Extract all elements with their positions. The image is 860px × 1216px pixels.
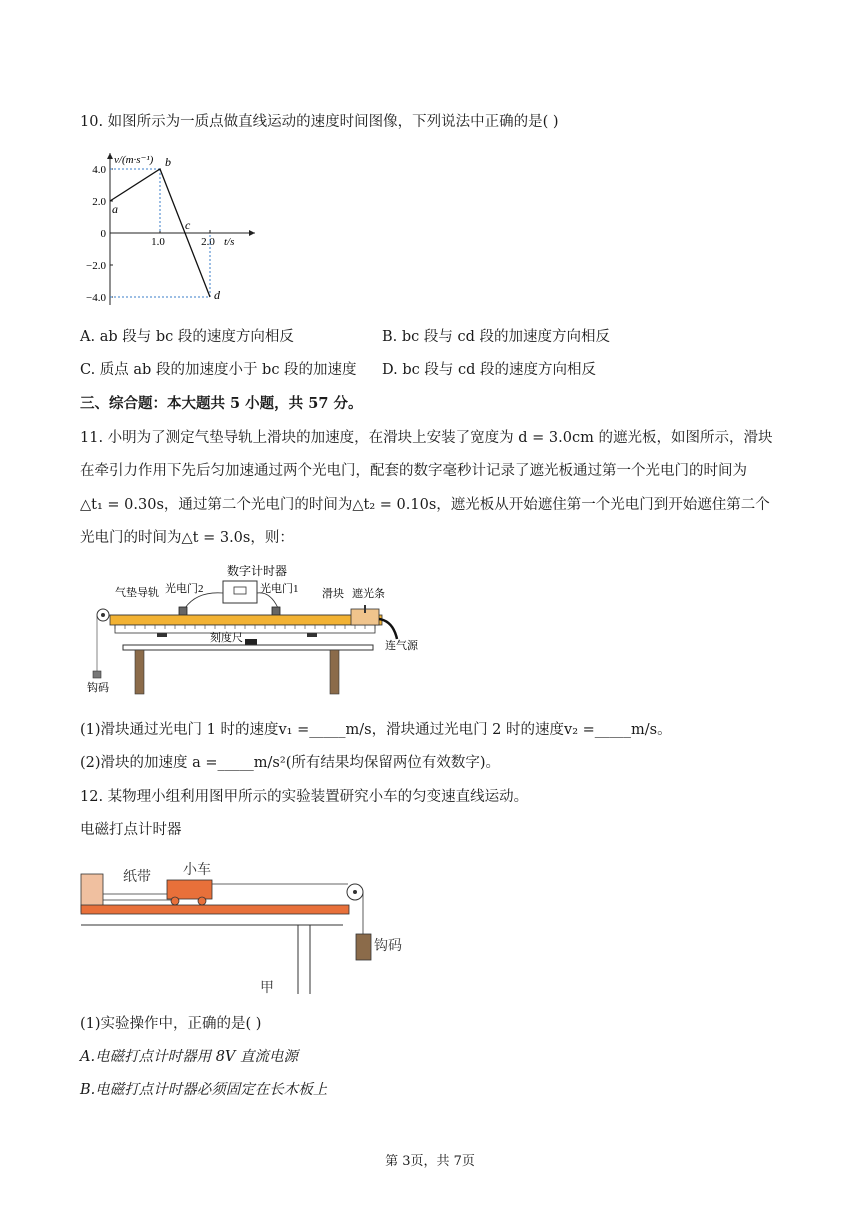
- cart-body: [167, 880, 212, 899]
- timer-display: [234, 587, 246, 594]
- ruler-label: 刻度尺: [210, 632, 243, 644]
- shading-strip: [364, 605, 366, 613]
- rail-center-support: [245, 639, 257, 645]
- timer-label: 数字计时器: [227, 564, 288, 578]
- fig-caption: 甲: [260, 981, 274, 996]
- slider-label: 滑块: [322, 588, 344, 600]
- cart-wheel-left: [171, 897, 179, 905]
- q12-sub1: (1)实验操作中，正确的是( ): [80, 1016, 262, 1032]
- x-tick-label: 1.0: [151, 236, 165, 248]
- air-label: 连气源: [385, 640, 418, 652]
- tape-label: 纸带: [123, 870, 151, 885]
- strip-label: 遮光条: [352, 588, 385, 600]
- air-track-figure: [85, 563, 430, 695]
- point-label-b: b: [165, 155, 171, 169]
- q11-line-1: 11. 小明为了测定气垫导轨上滑块的加速度，在滑块上安装了宽度为 d = 3.0cm 的遮光板，如图所示，滑块: [80, 430, 773, 446]
- q11-sub2: (2)滑块的加速度 a =_____m/s²(所有结果均保留两位有效数字)。: [80, 755, 501, 771]
- vt-graph: [80, 138, 260, 313]
- cart-weight-label: 钩码: [374, 939, 402, 954]
- q10-option-a: A. ab 段与 bc 段的速度方向相反: [80, 329, 294, 345]
- weight-label: 钩码: [87, 682, 109, 694]
- x-axis-label: t/s: [224, 236, 235, 248]
- q11-line-3: △t₁ = 0.30s，通过第二个光电门的时间为△t₂ = 0.10s，遮光板从开始遮住第一个光电门到开始遮住第二个: [80, 497, 770, 513]
- gate1-label: 光电门1: [260, 583, 299, 595]
- rail-foot-right: [307, 633, 317, 637]
- y-tick-label: 2.0: [92, 196, 106, 208]
- q12-caption: 电磁打点计时器: [80, 822, 182, 838]
- y-axis-label: v/(m·s⁻¹): [114, 154, 154, 166]
- cart-figure: [78, 852, 428, 997]
- cart-label: 小车: [183, 863, 211, 878]
- y-tick-label: −4.0: [86, 292, 106, 304]
- q10-option-b: B. bc 段与 cd 段的加速度方向相反: [382, 329, 611, 345]
- q12-option-a: A.电磁打点计时器用 8V 直流电源: [80, 1049, 298, 1065]
- q11-sub1: (1)滑块通过光电门 1 时的速度v₁ =_____m/s，滑块通过光电门 2 时的速度v₂ =_____m/s。: [80, 722, 672, 738]
- timer-wire-left: [185, 593, 223, 608]
- cart-weight: [356, 934, 371, 960]
- board-pulley-axle: [353, 890, 357, 894]
- y-axis-arrow: [107, 153, 113, 159]
- q11-line-2: 在牵引力作用下先后匀加速通过两个光电门，配套的数字毫秒计记录了遮光板通过第一个光电门的时间为: [80, 463, 747, 479]
- q12-stem: 12. 某物理小组利用图甲所示的实验装置研究小车的匀变速直线运动。: [80, 789, 529, 805]
- point-label-d: d: [214, 288, 220, 302]
- q10-option-d: D. bc 段与 cd 段的速度方向相反: [382, 362, 596, 378]
- point-label-c: c: [185, 218, 191, 232]
- q10-option-c: C. 质点 ab 段的加速度小于 bc 段的加速度: [80, 362, 357, 378]
- table-top: [123, 645, 373, 650]
- q11-line-4: 光电门的时间为△t = 3.0s，则：: [80, 530, 294, 546]
- photogate-2: [179, 607, 187, 615]
- gate2-label: 光电门2: [165, 583, 204, 595]
- table-leg-right: [330, 650, 339, 694]
- section-heading: 三、综合题：本大题共 5 小题，共 57 分。: [80, 395, 363, 412]
- pulley-axle: [101, 613, 105, 617]
- rail-label: 气垫导轨: [115, 587, 159, 599]
- y-tick-label: 4.0: [92, 164, 106, 176]
- q12-option-b: B.电磁打点计时器必须固定在长木板上: [80, 1082, 328, 1098]
- q10-stem: 10. 如图所示为一质点做直线运动的速度时间图像，下列说法中正确的是( ): [80, 114, 559, 130]
- cart-wheel-right: [198, 897, 206, 905]
- y-tick-label: 0: [100, 228, 106, 240]
- photogate-1: [272, 607, 280, 615]
- table-leg-left: [135, 650, 144, 694]
- x-axis-arrow: [249, 230, 255, 236]
- air-rail: [110, 615, 382, 625]
- hanging-weight: [93, 671, 101, 678]
- timer-wire-right: [257, 593, 278, 608]
- long-board: [81, 905, 349, 914]
- x-tick-label: 2.0: [201, 236, 215, 248]
- rail-foot-left: [157, 633, 167, 637]
- page-footer: 第 3页，共 7页: [385, 1154, 475, 1169]
- y-tick-label: −2.0: [86, 260, 106, 272]
- point-label-a: a: [112, 202, 118, 216]
